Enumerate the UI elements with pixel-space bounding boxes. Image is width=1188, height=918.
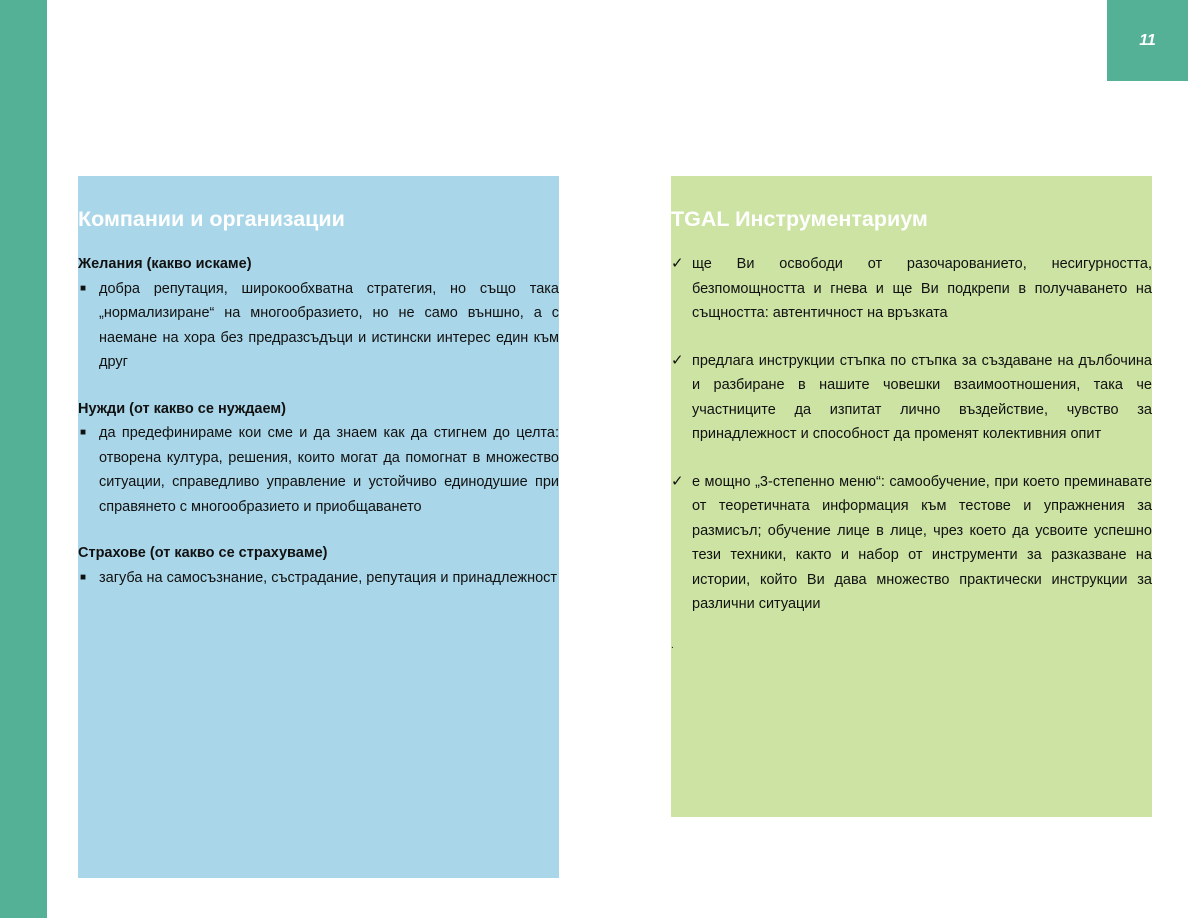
list-item <box>671 349 1152 447</box>
toolkit-panel-title: TGAL Инструментариум <box>671 207 928 231</box>
list-item <box>671 252 1152 326</box>
section-heading-fears: Страхове (от какво се страхуваме) <box>78 545 328 561</box>
page-number: 11 <box>1139 31 1156 49</box>
item-text: ще Ви освободи от разочарованието, несигурността, безпомощността и гнева и ще Ви подкрепи в получаването на същността: автентичност на връзката <box>692 256 1152 321</box>
companies-panel <box>78 176 559 878</box>
square-bullet-icon: ■ <box>80 571 87 583</box>
toolkit-panel <box>671 176 1152 817</box>
companies-panel-title: Компании и организации <box>78 207 345 231</box>
side-accent-bar <box>0 0 47 918</box>
section-heading-needs: Нужди (от какво се нуждаем) <box>78 400 286 417</box>
bullet-text: загуба на самосъзнание, състрадание, репутация и принадлежност <box>99 569 558 586</box>
list-item <box>78 277 559 375</box>
page-number-badge <box>1107 0 1188 81</box>
section-heading-wants: Желания (какво искаме) <box>78 256 252 272</box>
bullet-text: добра репутация, широкообхватна стратегия, но също така „нормализиране“ на многообразието, но не само външно, а с наемане на хора без предразсъдъци и истински интерес един към друг <box>99 280 559 370</box>
item-text: предлага инструкции стъпка по стъпка за създаване на дълбочина и разбиране в нашите човешки взаимоотношения, така че участниците да изпитат лично въздействие, чувство за принадлежност и способност да променят колективния опит <box>692 352 1152 442</box>
item-text: е мощно „3-степенно меню“: самообучение, при което преминавате от теоретичната информация към тестове и упражнения за размисъл; обучение лице в лице, чрез което да усвоите успешно тези техники, както и набор от инструменти за разказване на истории, който Ви дава множество практически инструкции за различни ситуации <box>692 473 1152 612</box>
square-bullet-icon: ■ <box>80 282 87 294</box>
bullet-text: да предефинираме кои сме и да знаем как да стигнем до целта: отворена култура, решения, които могат да помогнат в множество ситуации, справедливо управление и устойчиво единодушие при справянето с многообразието и приобщаването <box>99 425 559 515</box>
trailing-dot: . <box>671 639 674 651</box>
list-item <box>78 421 559 519</box>
list-item <box>671 470 1152 617</box>
toolkit-benefits-list <box>671 252 1152 617</box>
list-item <box>78 566 559 591</box>
checkmark-icon: ✓ <box>671 351 684 369</box>
checkmark-icon: ✓ <box>671 472 684 490</box>
square-bullet-icon: ■ <box>80 427 87 438</box>
checkmark-icon: ✓ <box>671 255 684 272</box>
